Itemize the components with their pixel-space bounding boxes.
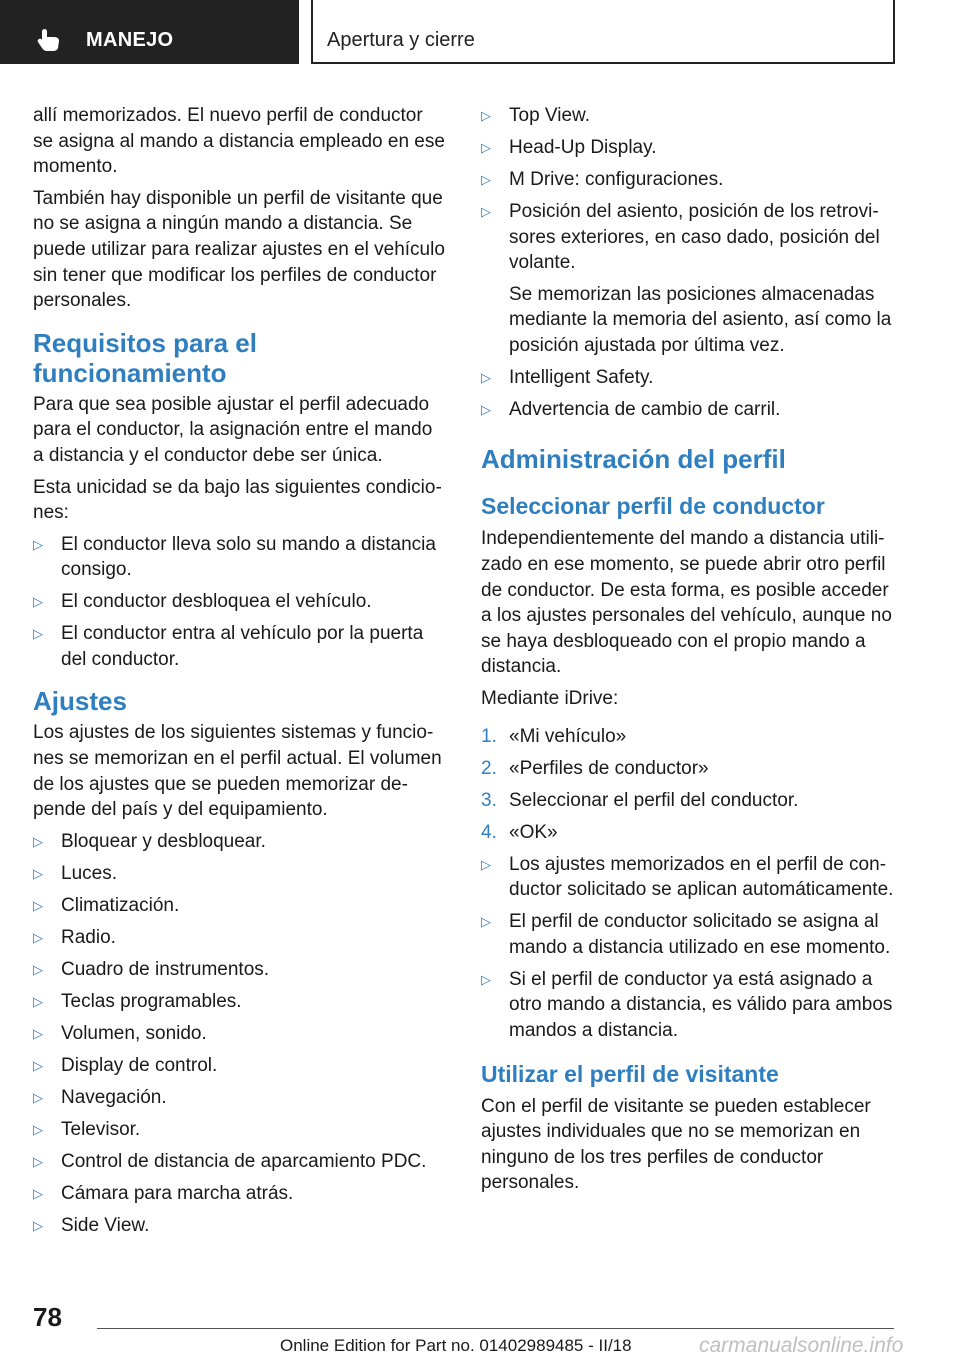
left-column <box>33 103 448 1245</box>
step-item: 2. «Perfiles de conductor» <box>481 757 709 779</box>
list-item: ▷ Teclas programables. <box>33 989 448 1015</box>
triangle-bullet-icon: ▷ <box>33 833 43 849</box>
triangle-bullet-icon: ▷ <box>33 1089 43 1105</box>
triangle-bullet-icon: ▷ <box>481 971 491 987</box>
chapter-title: Apertura y cierre <box>327 29 475 51</box>
systems-list-continued <box>481 103 897 422</box>
triangle-bullet-icon: ▷ <box>33 626 43 642</box>
step-item: 4. «OK» <box>481 821 558 843</box>
triangle-bullet-icon: ▷ <box>481 203 491 219</box>
list-item: ▷ Volumen, sonido. <box>33 1021 448 1047</box>
section-label: MANEJO <box>86 29 174 51</box>
triangle-bullet-icon: ▷ <box>33 594 43 610</box>
list-item: ▷ Top View. <box>481 103 897 129</box>
footer-divider <box>97 1328 894 1329</box>
paragraph: Los ajustes de los siguientes sistemas y funciones se memorizan en el perfil actual. El volumen de los ajustes que se pueden memorizar depende del país y del equipamiento. <box>33 722 442 821</box>
list-item: ▷ Intelligent Safety. <box>481 365 897 391</box>
list-item: ▷ Cuadro de instrumentos. <box>33 957 448 983</box>
hand-pointer-icon <box>36 26 62 57</box>
triangle-bullet-icon: ▷ <box>481 139 491 155</box>
triangle-bullet-icon: ▷ <box>33 1217 43 1233</box>
triangle-bullet-icon: ▷ <box>33 993 43 1009</box>
list-item: ▷ Radio. <box>33 925 448 951</box>
triangle-bullet-icon: ▷ <box>481 108 491 123</box>
conditions-list <box>33 532 448 673</box>
triangle-bullet-icon: ▷ <box>33 961 43 977</box>
list-item: ▷ Los ajustes memorizados en el perfil de conductor solicitado se aplican automáticamente. <box>481 853 894 901</box>
triangle-bullet-icon: ▷ <box>33 536 43 552</box>
right-column <box>481 103 897 1202</box>
list-item: ▷ Posición del asiento, posición de los retrovisores exteriores, en caso dado, posición del volante. Se memorizan las posiciones almacenadas mediante la memoria del asiento, así como la posición ajustada por última vez. <box>481 199 897 359</box>
triangle-bullet-icon: ▷ <box>481 369 491 385</box>
list-item: ▷ Luces. <box>33 861 448 887</box>
triangle-bullet-icon: ▷ <box>33 929 43 945</box>
list-item: ▷ Climatización. <box>33 893 448 919</box>
triangle-bullet-icon: ▷ <box>481 401 491 417</box>
list-item: ▷ Si el perfil de conductor ya está asignado a otro mando a distancia, es válido para ambos mandos a distancia. <box>481 968 893 1041</box>
list-item: ▷ Cámara para marcha atrás. <box>33 1181 448 1207</box>
list-item: ▷ Side View. <box>33 1213 448 1239</box>
step-item: 1. «Mi vehículo» <box>481 725 627 747</box>
list-item: ▷ El conductor desbloquea el vehículo. <box>33 589 448 615</box>
list-item: ▷ Head-Up Display. <box>481 135 897 161</box>
triangle-bullet-icon: ▷ <box>33 1121 43 1137</box>
watermark: carmanualsonline.info <box>699 1334 904 1357</box>
heading-select-driver-profile: Seleccionar perfil de conductor <box>481 493 825 520</box>
paragraph: Independientemente del mando a distancia utilizado en ese momento, se puede abrir otro perfil de conductor. De esta forma, es posible acceder a los ajustes personales del vehículo, aunque no se haya desbloqueado con el propio mando a distancia. <box>481 528 892 678</box>
paragraph: También hay disponible un perfil de visitante que no se asigna a ningún mando a distancia. Se puede utilizar para realizar ajustes en el vehículo sin tener que modificar los perfiles de conductor personales. <box>33 187 445 312</box>
results-list <box>481 852 897 1044</box>
list-item: ▷ Bloquear y desbloquear. <box>33 829 448 855</box>
triangle-bullet-icon: ▷ <box>33 1057 43 1073</box>
section-tab <box>0 0 299 64</box>
triangle-bullet-icon: ▷ <box>33 897 43 913</box>
triangle-bullet-icon: ▷ <box>33 1153 43 1169</box>
list-item-note: Se memorizan las posiciones almacenadas mediante la memoria del asiento, así como la posición ajustada por última vez. <box>509 283 892 356</box>
paragraph: Con el perfil de visitante se pueden establecer ajustes individuales que no se memorizan en ninguno de los tres perfiles de conductor personales. <box>481 1095 871 1194</box>
list-item: ▷ El perfil de conductor solicitado se asigna al mando a distancia utilizado en ese momento. <box>481 911 891 958</box>
paragraph: Esta unicidad se da bajo las siguientes condiciones: <box>33 476 442 524</box>
list-item: ▷ Televisor. <box>33 1117 448 1143</box>
list-item: ▷ M Drive: configuraciones. <box>481 167 897 193</box>
heading-visitor-profile: Utilizar el perfil de visitante <box>481 1060 779 1087</box>
chapter-header <box>311 0 895 64</box>
page-number: 78 <box>33 1302 62 1332</box>
list-item: ▷ Display de control. <box>33 1053 448 1079</box>
triangle-bullet-icon: ▷ <box>33 1185 43 1201</box>
triangle-bullet-icon: ▷ <box>481 856 491 872</box>
systems-list <box>33 829 448 1238</box>
edition-note: Online Edition for Part no. 01402989485 - II/18 <box>280 1336 632 1355</box>
list-item: ▷ El conductor lleva solo su mando a distancia consigo. <box>33 533 436 581</box>
triangle-bullet-icon: ▷ <box>33 1025 43 1041</box>
heading-profile-management: Administración del perfil <box>481 444 786 475</box>
heading-settings: Ajustes <box>33 686 127 717</box>
paragraph: Mediante iDrive: <box>481 688 619 710</box>
heading-requirements: Requisitos para el funcionamiento <box>33 327 257 388</box>
list-item: ▷ Navegación. <box>33 1085 448 1111</box>
paragraph: allí memorizados. El nuevo perfil de conductor se asigna al mando a distancia empleado en ese momento. <box>33 105 445 178</box>
list-item: ▷ El conductor entra al vehículo por la puerta del conductor. <box>33 623 424 670</box>
paragraph: Para que sea posible ajustar el perfil adecuado para el conductor, la asignación entre el mando a distancia y el conductor debe ser única. <box>33 393 433 466</box>
step-item: 3. Seleccionar el perfil del conductor. <box>481 789 799 811</box>
list-item: ▷ Control de distancia de aparcamiento PDC. <box>33 1149 448 1175</box>
triangle-bullet-icon: ▷ <box>33 865 43 881</box>
triangle-bullet-icon: ▷ <box>481 914 491 930</box>
list-item: ▷ Advertencia de cambio de carril. <box>481 397 897 423</box>
steps-list <box>481 724 897 846</box>
triangle-bullet-icon: ▷ <box>481 171 491 187</box>
